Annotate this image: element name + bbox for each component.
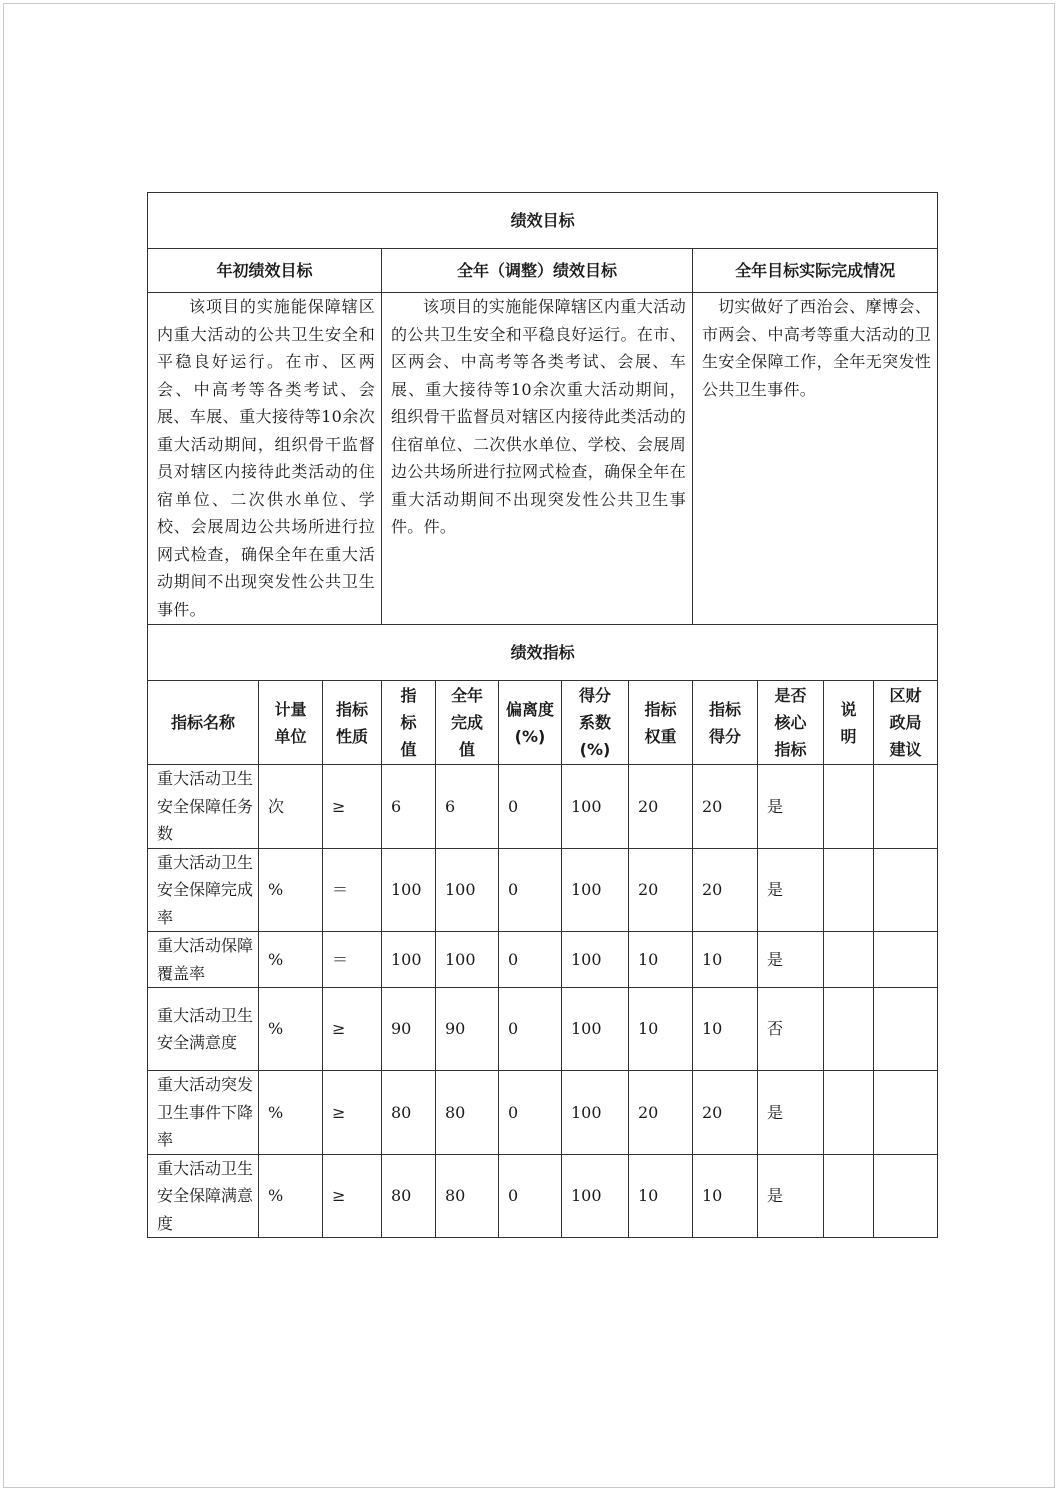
advice-cell: [874, 1071, 938, 1155]
advice-cell: [874, 932, 938, 988]
coefficient-cell: 100: [562, 1071, 629, 1155]
deviation-cell: 0: [499, 765, 562, 849]
target-cell: 6: [382, 765, 436, 849]
column-header: [693, 681, 758, 765]
core-cell: 是: [758, 1154, 824, 1238]
performance-table: [147, 192, 938, 1238]
unit-cell: %: [259, 988, 323, 1071]
column-header-text: 是否核心指标: [774, 686, 807, 759]
indicators-title-row: [148, 625, 938, 681]
indicator-name: 重大活动保障覆盖率: [148, 932, 259, 988]
core-cell: 是: [758, 932, 824, 988]
unit-cell: 次: [259, 765, 323, 849]
initial-goal-header: 年初绩效目标: [148, 249, 382, 293]
table-row: [148, 848, 938, 932]
weight-cell: 20: [629, 765, 693, 849]
column-header-text: 计量单位: [274, 699, 307, 746]
weight-cell: 10: [629, 932, 693, 988]
adjusted-goal-text: 该项目的实施能保障辖区内重大活动的公共卫生安全和平稳良好运行。在市、区两会、中高考等各类考试、会展、车展、重大接待等10余次重大活动期间，组织骨干监督员对辖区内接待此类活动的住宿单位、二次供水单位、学校、会展周边公共场所进行拉网式检查，确保全年在重大活动期间不出现突发性公共卫生事件。件。: [382, 293, 693, 625]
column-header: 指标名称: [148, 681, 259, 765]
column-header-text: 得分系数(%): [578, 686, 611, 759]
core-cell: 是: [758, 848, 824, 932]
weight-cell: 10: [629, 988, 693, 1071]
column-header-text: 偏离度(%): [505, 699, 554, 746]
completed-cell: 90: [436, 988, 499, 1071]
column-header-text: 指标权重: [644, 699, 677, 746]
score-cell: 20: [693, 848, 758, 932]
nature-cell: ≥: [323, 1071, 382, 1155]
nature-cell: ＝: [323, 932, 382, 988]
table-row: [148, 932, 938, 988]
advice-cell: [874, 1154, 938, 1238]
target-cell: 100: [382, 848, 436, 932]
table-row: [148, 1071, 938, 1155]
goals-title-row: [148, 193, 938, 249]
goals-section-title: 绩效目标: [148, 193, 938, 249]
column-header: [436, 681, 499, 765]
indicator-name: 重大活动卫生安全保障满意度: [148, 1154, 259, 1238]
core-cell: 是: [758, 1071, 824, 1155]
nature-cell: ≥: [323, 765, 382, 849]
indicator-name: 重大活动卫生安全满意度: [148, 988, 259, 1071]
nature-cell: ＝: [323, 848, 382, 932]
indicators-section-title: 绩效指标: [148, 625, 938, 681]
column-header: [323, 681, 382, 765]
note-cell: [824, 1071, 874, 1155]
completed-cell: 80: [436, 1071, 499, 1155]
coefficient-cell: 100: [562, 1154, 629, 1238]
advice-cell: [874, 848, 938, 932]
table-row: [148, 765, 938, 849]
column-header: [758, 681, 824, 765]
column-header-text: 区财政局建议: [889, 686, 922, 759]
deviation-cell: 0: [499, 1071, 562, 1155]
coefficient-cell: 100: [562, 988, 629, 1071]
unit-cell: %: [259, 932, 323, 988]
indicator-name: 重大活动卫生安全保障任务数: [148, 765, 259, 849]
column-header-text: 指标性质: [335, 699, 368, 746]
nature-cell: ≥: [323, 1154, 382, 1238]
unit-cell: %: [259, 1071, 323, 1155]
completed-cell: 6: [436, 765, 499, 849]
coefficient-cell: 100: [562, 848, 629, 932]
column-header: [259, 681, 323, 765]
weight-cell: 20: [629, 848, 693, 932]
target-cell: 80: [382, 1154, 436, 1238]
advice-cell: [874, 988, 938, 1071]
completed-cell: 100: [436, 848, 499, 932]
adjusted-goal-header: 全年（调整）绩效目标: [382, 249, 693, 293]
deviation-cell: 0: [499, 848, 562, 932]
column-header-text: 指标值: [400, 686, 417, 759]
note-cell: [824, 932, 874, 988]
goals-header-row: [148, 249, 938, 293]
note-cell: [824, 765, 874, 849]
column-header-text: 全年完成值: [450, 686, 483, 759]
column-header-text: 指标得分: [708, 699, 741, 746]
column-header: [382, 681, 436, 765]
core-cell: 是: [758, 765, 824, 849]
weight-cell: 20: [629, 1071, 693, 1155]
weight-cell: 10: [629, 1154, 693, 1238]
note-cell: [824, 988, 874, 1071]
score-cell: 20: [693, 765, 758, 849]
advice-cell: [874, 765, 938, 849]
column-header: [824, 681, 874, 765]
deviation-cell: 0: [499, 932, 562, 988]
initial-goal-text: 该项目的实施能保障辖区内重大活动的公共卫生安全和平稳良好运行。在市、区两会、中高考等各类考试、会展、车展、重大接待等10余次重大活动期间，组织骨干监督员对辖区内接待此类活动的住宿单位、二次供水单位、学校、会展周边公共场所进行拉网式检查，确保全年在重大活动期间不出现突发性公共卫生事件。: [148, 293, 382, 625]
nature-cell: ≥: [323, 988, 382, 1071]
indicators-header-row: [148, 681, 938, 765]
column-header-text: 说明: [840, 699, 857, 746]
column-header: [874, 681, 938, 765]
column-header: [499, 681, 562, 765]
indicator-name: 重大活动卫生安全保障完成率: [148, 848, 259, 932]
score-cell: 10: [693, 1154, 758, 1238]
document-page: [3, 3, 1055, 1488]
completed-cell: 80: [436, 1154, 499, 1238]
coefficient-cell: 100: [562, 765, 629, 849]
table-row: [148, 988, 938, 1071]
score-cell: 10: [693, 932, 758, 988]
table-row: [148, 1154, 938, 1238]
column-header: [562, 681, 629, 765]
unit-cell: %: [259, 848, 323, 932]
note-cell: [824, 848, 874, 932]
target-cell: 80: [382, 1071, 436, 1155]
core-cell: 否: [758, 988, 824, 1071]
actual-completion-header: 全年目标实际完成情况: [693, 249, 938, 293]
indicator-name: 重大活动突发卫生事件下降率: [148, 1071, 259, 1155]
unit-cell: %: [259, 1154, 323, 1238]
score-cell: 20: [693, 1071, 758, 1155]
column-header: [629, 681, 693, 765]
deviation-cell: 0: [499, 988, 562, 1071]
note-cell: [824, 1154, 874, 1238]
deviation-cell: 0: [499, 1154, 562, 1238]
coefficient-cell: 100: [562, 932, 629, 988]
actual-completion-text: 切实做好了西治会、摩博会、市两会、中高考等重大活动的卫生安全保障工作，全年无突发性公共卫生事件。: [693, 293, 938, 625]
target-cell: 100: [382, 932, 436, 988]
completed-cell: 100: [436, 932, 499, 988]
target-cell: 90: [382, 988, 436, 1071]
score-cell: 10: [693, 988, 758, 1071]
goals-content-row: [148, 293, 938, 625]
